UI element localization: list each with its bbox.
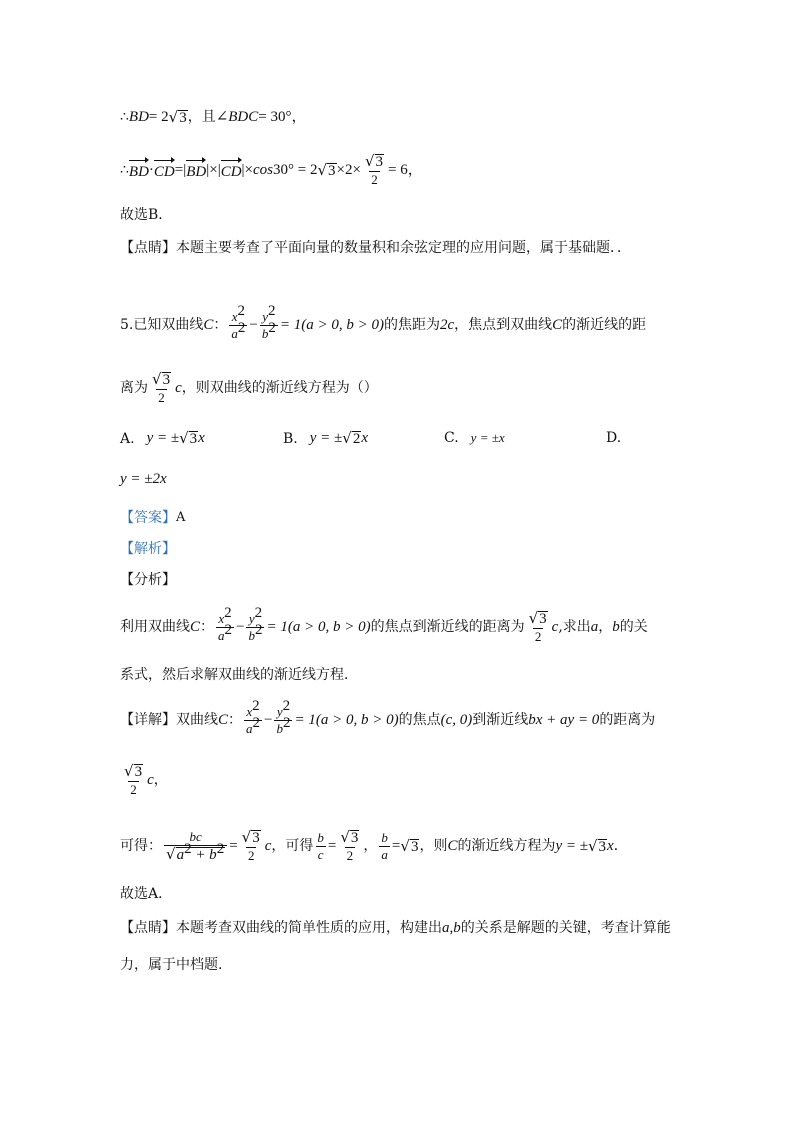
math-text: y = ±: [309, 430, 343, 446]
math-text: c: [147, 772, 154, 788]
math-text: 2: [282, 697, 291, 714]
detail-line2: [120, 763, 168, 797]
sqrt: √ 3: [400, 836, 419, 855]
fraction: √ 3 2: [124, 761, 143, 797]
math-text: y = ±: [555, 838, 588, 854]
math-text: 30° = 2: [273, 162, 318, 178]
option-label: D.: [606, 430, 622, 446]
math-text: ·: [148, 162, 154, 178]
math-text: 2c: [439, 317, 455, 333]
sqrt: √ 2: [342, 429, 361, 447]
text: ，: [598, 619, 613, 635]
math-text: C: [203, 317, 214, 333]
fraction: [274, 697, 292, 736]
text: 的关系是解题的关键，考查计算能: [460, 920, 671, 936]
math-text: = 1(a > 0, b > 0): [294, 712, 399, 728]
dianjing-1: [120, 239, 631, 257]
math-text: 2: [346, 847, 354, 863]
fraction: √ 3 2: [340, 827, 359, 863]
text: 利用双曲线: [120, 619, 190, 635]
sqrt: √ 3: [168, 107, 187, 126]
math-text: 2: [252, 714, 261, 731]
text: 的关: [619, 619, 648, 635]
math-text: 2: [224, 621, 233, 638]
math-text: bc: [189, 828, 202, 844]
math-text: 2: [224, 604, 232, 621]
choose-b: 故选B．: [120, 207, 173, 223]
math-text: 3: [328, 162, 336, 179]
fraction: bc √ $a^2 + b^2$: [164, 830, 227, 863]
analysis-line2: 系式，然后求解双曲线的渐近线方程．: [120, 667, 358, 683]
option-label: C.: [444, 430, 459, 446]
text: ：: [200, 619, 215, 635]
math-text: =: [327, 838, 337, 854]
fraction: [315, 831, 326, 862]
math-text: 2: [216, 840, 225, 857]
math-text: = 1(a > 0, b > 0): [279, 317, 384, 333]
line-bd-value: [120, 108, 307, 126]
dianjing-2-line2: 力，属于中档题.: [120, 957, 223, 973]
option-d-value: [120, 471, 167, 488]
math-text: 2: [184, 840, 192, 857]
answer-line: [120, 509, 185, 527]
math-text: 2: [237, 302, 246, 319]
math-text: C: [190, 619, 201, 635]
math-text: 3: [134, 763, 143, 780]
text: ：: [213, 317, 228, 333]
vector-bd: BD: [186, 160, 206, 181]
fraction: [379, 831, 390, 862]
math-text: a: [381, 846, 388, 862]
text: 离为: [120, 380, 148, 396]
text: ，: [153, 772, 168, 788]
math-text: 2: [254, 604, 263, 621]
text: ：: [228, 712, 243, 728]
math-text: = 1(a > 0, b > 0): [266, 619, 371, 635]
math-text: 2: [158, 389, 165, 405]
math-text: b: [248, 627, 255, 643]
math-text: 2: [247, 847, 255, 863]
math-text: c: [264, 838, 272, 854]
math-text: y: [276, 703, 283, 719]
math-text: x: [607, 838, 614, 854]
math-text: c: [175, 380, 182, 396]
math-text: ∠BDC: [215, 109, 259, 125]
math-text: bx + ay = 0: [528, 712, 600, 728]
math-text: a: [231, 325, 238, 341]
answer-value: A: [176, 510, 186, 525]
math-text: a: [590, 619, 599, 635]
sqrt: √ 3: [179, 429, 198, 447]
therefore-sym: ∴: [120, 162, 129, 178]
math-text: 2: [268, 319, 276, 336]
text: 的距离为: [599, 712, 656, 728]
math-text: ×2×: [336, 162, 361, 178]
text: 【详解】双曲线: [120, 712, 218, 728]
jiexi-label: 【解析】: [120, 541, 176, 557]
sqrt: √ 3: [317, 160, 336, 179]
math-text: 2: [534, 628, 542, 644]
math-text: a: [246, 720, 253, 736]
section-label: 【点睛】: [120, 240, 176, 256]
math-text: b: [612, 619, 620, 635]
therefore-sym: ∴: [120, 109, 129, 125]
option-a: [120, 430, 205, 447]
math-text: 2: [254, 621, 263, 638]
text: 的渐近线的距: [562, 317, 647, 333]
math-text: C: [218, 712, 229, 728]
math-text: 3: [375, 153, 384, 170]
math-text: −: [249, 317, 258, 333]
math-text: = 30°，: [258, 109, 307, 125]
text: ，焦点到双曲线: [454, 317, 553, 333]
text: 本题主要考查了平面向量的数量积和余弦定理的应用问题，属于基础题．．: [176, 240, 631, 256]
derivation-line: [120, 827, 628, 865]
option-b: [283, 430, 368, 447]
vector-cd: CD: [154, 160, 175, 181]
math-text: y: [248, 610, 255, 626]
math-text: y = ±x: [470, 430, 505, 445]
fraction: √ 3 2: [241, 827, 260, 863]
math-text: |×: [241, 162, 254, 178]
fraction: √ 3 2: [152, 369, 171, 405]
line-dot-product: [120, 153, 423, 187]
analysis-line1: 利用双曲线 C ： $\frac{x^2}{a^2}$ − $\frac{y^2}{b^2}$ = 1(a > 0, b > 0) 的焦点到渐近线的距离为 √ 3 2 c ,求出 a ， b 的关: [120, 604, 648, 644]
math-text: C: [447, 838, 458, 854]
math-text: b: [276, 720, 283, 736]
option-label: B.: [283, 430, 298, 447]
math-text: =: [229, 838, 238, 854]
math-text: 3: [350, 829, 359, 846]
text: ,求出: [558, 619, 591, 635]
math-text: = 2: [148, 109, 169, 125]
detail-line1: 【详解】双曲线 C ： $\frac{x^2}{a^2}$ − $\frac{y^2}{b^2}$ = 1(a > 0, b > 0) 的焦点 (c, 0) 到渐近线 bx + ay = 0 的距离为: [120, 697, 656, 736]
fraction: [246, 604, 264, 643]
sqrt: √ 3: [587, 836, 607, 855]
question-5-line2: [120, 371, 378, 405]
math-text: x: [218, 610, 225, 626]
text: ，则双曲线的渐近线方程为（）: [181, 380, 378, 396]
math-text: a,b: [442, 920, 461, 936]
math-text: 3: [539, 610, 547, 627]
math-text: y = ±: [146, 430, 180, 446]
math-text: 3: [189, 431, 198, 447]
math-text: 2: [352, 431, 361, 447]
math-text: x: [361, 430, 368, 446]
math-text: x: [246, 703, 253, 719]
text: ．: [613, 838, 628, 854]
vector-cd: CD: [221, 160, 242, 181]
text: ，: [363, 838, 378, 854]
fraction: √ 3 2: [364, 151, 384, 187]
math-text: 2: [237, 319, 246, 336]
option-label: A.: [120, 430, 135, 447]
math-text: c: [551, 619, 559, 635]
fraction: [216, 604, 234, 643]
text: 到渐近线: [472, 712, 529, 728]
math-text: 2: [130, 781, 137, 797]
option-c: [444, 430, 505, 446]
math-text: a: [218, 627, 225, 643]
fraction: √ 3 2: [528, 608, 547, 644]
math-text: b: [381, 829, 388, 845]
math-text: =|: [174, 162, 187, 178]
answer-label: 【答案】: [120, 510, 176, 526]
math-text: 3: [252, 829, 260, 846]
math-text: a: [176, 846, 185, 863]
question-5-line1: [120, 302, 647, 342]
option-d-label: [606, 430, 621, 446]
math-text: 2: [371, 171, 378, 187]
math-text: BD: [128, 109, 149, 125]
text: ，可得: [271, 838, 314, 854]
math-text: =: [391, 838, 401, 854]
math-text: (c, 0): [440, 712, 473, 728]
math-text: |×|: [206, 162, 221, 178]
math-text: + b: [191, 846, 217, 863]
math-text: y: [262, 308, 268, 324]
text: 的渐近线方程为: [457, 838, 556, 854]
math-text: 3: [162, 371, 171, 388]
math-text: cos: [253, 162, 274, 178]
math-text: 2: [267, 302, 276, 319]
math-text: b: [317, 829, 324, 845]
math-text: 2: [282, 714, 291, 731]
text: 的焦点: [398, 712, 441, 728]
fraction: [244, 697, 262, 736]
math-text: 3: [179, 109, 187, 126]
text: 【点睛】本题考查双曲线的简单性质的应用，构建出: [120, 920, 442, 936]
vector-bd: BD: [129, 160, 149, 181]
text: 的焦距为: [383, 317, 440, 333]
text: ，则: [419, 838, 448, 854]
math-text: 2: [252, 697, 260, 714]
dianjing-2-line1: [120, 919, 671, 937]
math-text: b: [261, 325, 269, 341]
math-text: 3: [410, 838, 419, 855]
fraction: [229, 302, 247, 341]
math-text: 3: [598, 838, 607, 855]
math-text: c: [317, 846, 324, 862]
math-text: x: [198, 430, 205, 446]
math-text: y = ±2x: [120, 471, 167, 487]
text: 的焦点到渐近线的距离为: [370, 619, 525, 635]
text: ，且: [187, 109, 216, 125]
text: 可得：: [120, 838, 162, 854]
text: 5.已知双曲线: [120, 317, 204, 333]
math-text: = 6，: [388, 162, 423, 178]
fenxi-label: 【分析】: [120, 572, 176, 588]
math-text: C: [552, 317, 563, 333]
fraction: [260, 302, 278, 341]
choose-a: 故选A．: [120, 886, 173, 902]
math-text: x: [231, 308, 238, 324]
